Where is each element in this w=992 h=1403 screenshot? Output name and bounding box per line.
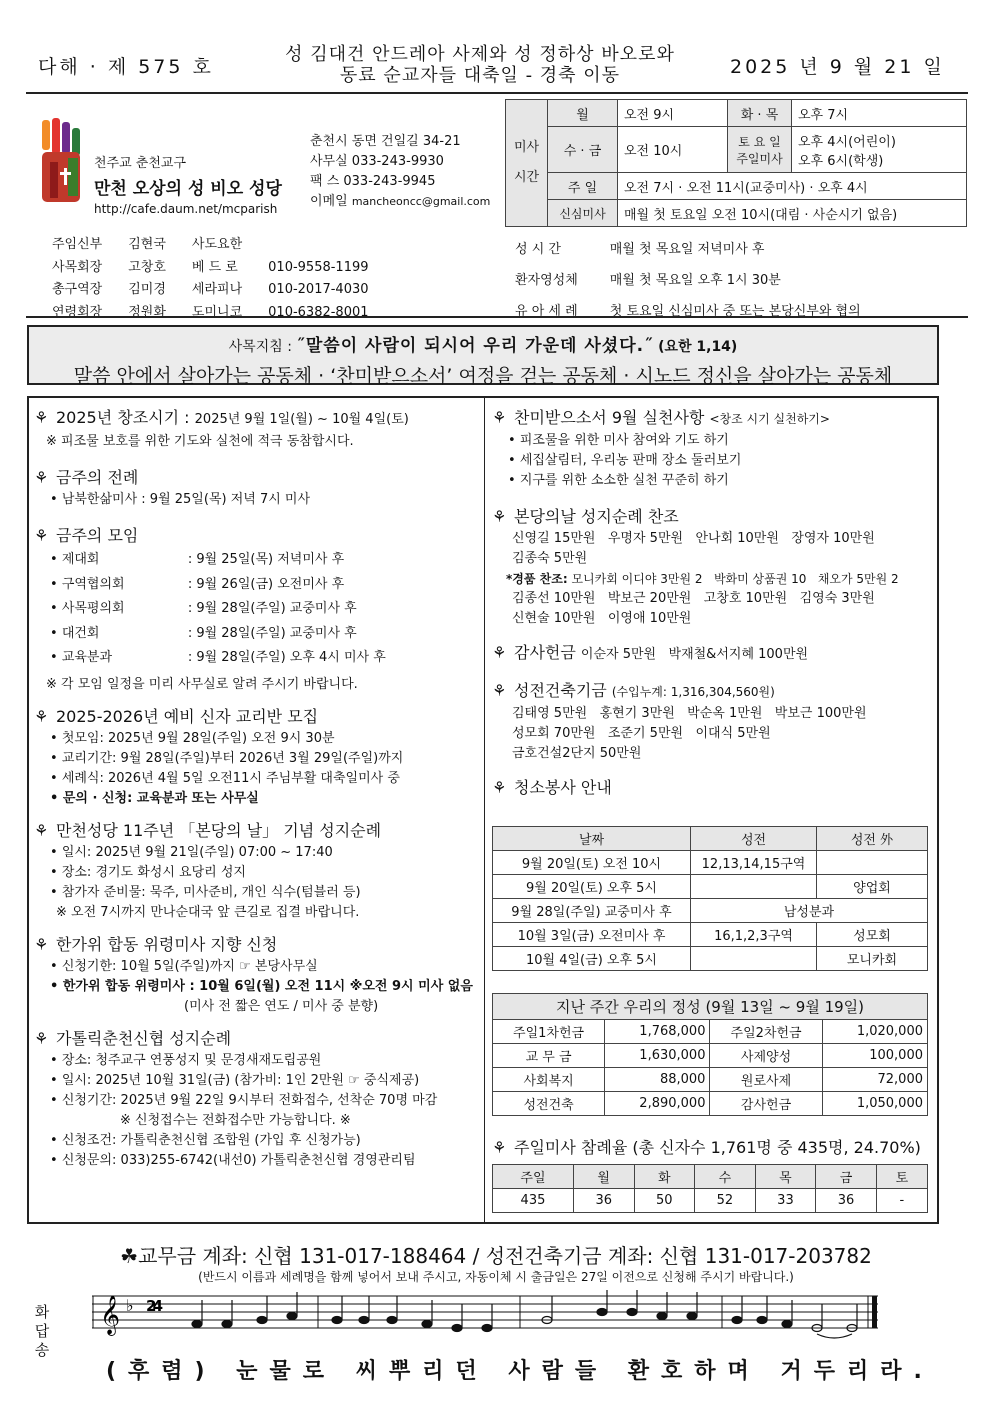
list-item: • 세집살림터, 우리농 판매 장소 둘러보기 <box>508 453 742 468</box>
list-item: • 일시: 2025년 10월 31일(금) (참가비: 1인 2만원 ☞ 중식제공) <box>50 1072 420 1088</box>
mass-times-table: 미사 시간 월 오전 9시 화 · 목 오후 7시 수 · 금 오전 10시 토 요 일 주일미사 오후 4시(어린이) 오후 6시(학생) 주 일 오전 7시 · 오전 11시(교중미사) · 오후 4시 신심미사 매월 첫 토요일 오전 10시(대림 · 사순시기 없음) <box>505 99 967 227</box>
svg-text:♭: ♭ <box>126 1296 134 1315</box>
attendance-table: 주일 월 화 수 목 금 토 435 36 50 52 33 36 - <box>492 1164 928 1213</box>
header-rule <box>26 92 968 94</box>
psalm-lyrics: (후렴) 눈물로 씨뿌리던 사람들 환호하며 거두리라. <box>106 1359 934 1384</box>
account-info: ☘교무금 계좌: 신협 131-017-188464 / 성전건축기금 계좌: 신협 131-017-203782 <box>120 1244 872 1268</box>
time-signature: 2 4 <box>146 1297 164 1315</box>
list-item: • 장소: 청주교구 연풍성지 및 문경새재도립공원 <box>50 1052 322 1068</box>
pastoral-motto: 사목지침 : ˝말씀이 사람이 되시어 우리 가운데 사셨다.˝ (요한 1,14) 말씀 안에서 살아가는 공동체 · ‘찬미받으소서’ 여정을 걷는 공동체 · 시노드 정신을 살아가는 공동체 <box>27 325 939 385</box>
catechism-heading: ⚘ 2025-2026년 예비 신자 교리반 모집 <box>34 706 319 726</box>
staff-list: 주임신부 김현국 사도요한 사목회장 고창호 베 드 로 010-9558-1199 총구역장 김미경 세라피나 010-2017-4030 연령회장 정원화 도미니코 010-6382-8001 <box>52 237 369 320</box>
pilgrimage-heading: ⚘ 만천성당 11주년 「본당의 날」 기념 성지순례 <box>34 820 382 840</box>
list-item: • 사목평의회 : 9월 28일(주일) 교중미사 후 <box>50 601 357 616</box>
mass-label: 미사 시간 <box>506 100 548 227</box>
parish-logo-icon <box>40 118 84 208</box>
table-row: 성전건축 2,890,000 감사헌금 1,050,000 <box>493 1092 928 1116</box>
table-row: 435 36 50 52 33 36 - <box>493 1189 928 1213</box>
table-row: 주일1차헌금 1,768,000 주일2차헌금 1,020,000 <box>493 1020 928 1044</box>
building-fund-heading: ⚘ 성전건축기금 (수입누계: 1,316,304,560원) <box>492 681 775 700</box>
psalm-label: 화답송 <box>34 1303 50 1359</box>
thanks-offering-heading: ⚘ 감사헌금 이순자 5만원 박재철&서지혜 100만원 <box>492 643 809 662</box>
list-item: • 신청기한: 10월 5일(주일)까지 ☞ 본당사무실 <box>50 958 318 974</box>
list-item: • 한가위 합동 위령미사 : 10월 6일(월) 오전 11시 ※오전 9시 미사 없음 <box>50 978 473 994</box>
table-row: 10월 4일(금) 오후 5시 모니카회 <box>493 947 928 971</box>
list-item: • 구역협의회 : 9월 26일(금) 오전미사 후 <box>50 576 345 592</box>
table-row: 10월 3일(금) 오전미사 후 16,1,2,3구역 성모회 <box>493 923 928 947</box>
email-link[interactable]: mancheoncc@gmail.com <box>351 195 491 208</box>
list-item: • 일시: 2025년 9월 21일(주일) 07:00 ~ 17:40 <box>50 844 333 860</box>
music-staff <box>92 1290 884 1346</box>
offering-table: 지난 주간 우리의 정성 (9월 13일 ~ 9월 19일) 주일1차헌금 1,768,000 주일2차헌금 1,020,000 교 무 금 1,630,000 사제양성 100,000 사회복지 88,000 원로사제 72,000 성전건축 2,890,000 감사헌금 1,050,000 <box>492 993 928 1116</box>
credit-union-heading: ⚘ 가톨릭춘천신협 성지순례 <box>34 1028 232 1048</box>
left-column: ⚘ 2025년 창조시기 : 2025년 9월 1일(월) ~ 10월 4일(토) ※ 피조물 보호를 위한 기도와 실천에 적극 동참합시다. ⚘ 금주의 전례 • 남북한삶미사 : 9월 25일(목) 저녁 7시 미사 ⚘ 금주의 모임 • 제대회 : 9월 25일(목) 저녁미사 후 • 구역협의회 : 9월 26일(금) 오전미사 후 • 사목평의회 : 9월 28일(주일) 교중미사 후 • 대건회 : 9월 28일(주일) 교중미사 후 • 교육분과 : 9월 28일(주일) 오후 4시 미사 후 ※ 각 모임 일정을 미리 사무실로 알려 주시기 바랍니다. ⚘ 2025-2026년 예비 신자 교리반 모집 • 첫모임: 2025년 9월 28일(주일) 오전 9시 30분 • 교리기간: 9월 28일(주일)부터 2026년 3월 29일(주일)까지 • 세례식: 2026년 4월 5일 오전11시 주님부활 대축일미사 중 • 문의 · 신청: 교육분과 또는 사무실 ⚘ 만천성당 11주년 「본당의 날」 기념 성지순례 • 일시: 2025년 9월 21일(주일) 07:00 ~ 17:40 • 장소: 경기도 화성시 요당리 성지 • 참가자 준비물: 묵주, 미사준비, 개인 식수(텀블러 등) ※ 오전 7시까지 만나순대국 앞 큰길로 집결 바랍니다. ⚘ 한가위 합동 위령미사 지향 신청 • 신청기한: 10월 5일(주일)까지 ☞ 본당사무실 • 한가위 합동 위령미사 : 10월 6일(월) 오전 11시 ※오전 9시 미사 없음 (미사 전 짧은 연도 / 미사 중 분향) ⚘ 가톨릭춘천신협 성지순례 • 장소: 청주교구 연풍성지 및 문경새재도립공원 • 일시: 2025년 10월 31일(금) (참가비: 1인 2만원 ☞ 중식제공) • 신청기간: 2025년 9월 22일 9시부터 전화접수, 선착순 70명 마감 ※ 신청접수는 전화접수만 가능합니다. ※ • 신청조건: 가톨릭춘천신협 조합원 (가입 후 신청가능) • 신청문의: 033)255-6742(내선0) 가톨릭춘천신협 경영관리팀 <box>34 400 479 1171</box>
issue-date: 2025 년 9 월 21 일 <box>730 56 945 78</box>
list-item: • 세례식: 2026년 4월 5일 오전11시 주님부활 대축일미사 중 <box>50 770 400 786</box>
table-row: 9월 20일(토) 오전 10시 12,13,14,15구역 <box>493 851 928 875</box>
list-item: • 교육분과 : 9월 28일(주일) 오후 4시 미사 후 <box>50 650 386 665</box>
parish-url-link[interactable]: http://cafe.daum.net/mcparish <box>94 202 278 216</box>
account-note: (반드시 이름과 세례명을 함께 넣어서 보내 주시고, 자동이체 시 출금일은 27일 이전으로 신청해 주시기 바랍니다.) <box>198 1270 794 1284</box>
table-row: 사회복지 88,000 원로사제 72,000 <box>493 1068 928 1092</box>
table-row: 9월 28일(주일) 교중미사 후 남성분과 <box>493 899 928 923</box>
issue-number: 다해 · 제 575 호 <box>38 56 214 78</box>
list-item: • 신청기간: 2025년 9월 22일 9시부터 전화접수, 선착순 70명 마감 <box>50 1092 438 1108</box>
list-item: • 대건회 : 9월 28일(주일) 교중미사 후 <box>50 625 357 641</box>
liturgy-heading: ⚘ 금주의 전례 <box>34 468 139 487</box>
services-list: 성 시 간 매월 첫 목요일 저녁미사 후 환자영성체 매월 첫 목요일 오후 1시 30분 유 아 세 례 첫 토요일 신심미사 중 또는 본당신부와 협의 <box>515 242 861 319</box>
cleaning-heading: ⚘ 청소봉사 안내 <box>492 778 612 797</box>
list-item: • 신청문의: 033)255-6742(내선0) 가톨릭춘천신협 경영관리팀 <box>50 1152 416 1168</box>
meetings-heading: ⚘ 금주의 모임 <box>34 526 139 545</box>
list-item: • 제대회 : 9월 25일(목) 저녁미사 후 <box>50 552 345 567</box>
laudato-heading: ⚘ 찬미받으소서 9월 실천사항 <창조 시기 실천하기> <box>492 408 830 427</box>
notes <box>192 1290 857 1338</box>
parish-name-block: 천주교 춘천교구 만천 오상의 성 비오 성당 http://cafe.daum.net/mcparish <box>94 156 282 216</box>
section-rule <box>26 316 968 318</box>
list-item: • 피조물을 위한 미사 참여와 기도 하기 <box>508 433 729 448</box>
right-column: ⚘ 찬미받으소서 9월 실천사항 <창조 시기 실천하기> • 피조물을 위한 미사 참여와 기도 하기 • 세집살림터, 우리농 판매 장소 둘러보기 • 지구를 위한 소소한 실천 꾸준히 하기 ⚘ 본당의날 성지순례 찬조 신영길 15만원 우명자 5만원 안나회 10만원 장영자 10만원 김종숙 5만원 *경품 찬조: 모니카회 이디야 3만원 2 박화미 상품권 10 채오가 5만원 2 김종선 10만원 박보근 20만원 고창호 10만원 김영숙 3만원 신현술 10만원 이영애 10만원 ⚘ 감사헌금 이순자 5만원 박재철&서지혜 100만원 ⚘ 성전건축기금 (수입누계: 1,316,304,560원) 김태영 5만원 홍현기 3만원 박순옥 1만원 박보근 100만원 성모회 70만원 조준기 5만원 이대식 5만원 금호건설2단지 50만원 ⚘ 청소봉사 안내 <box>492 400 932 800</box>
table-row: 교 무 금 1,630,000 사제양성 100,000 <box>493 1044 928 1068</box>
donation-heading: ⚘ 본당의날 성지순례 찬조 <box>492 507 679 526</box>
parish-contact: 춘천시 동면 건일길 34-21 사무실 033-243-9930 팩 스 033-243-9945 이메일 mancheoncc@gmail.com <box>310 134 491 209</box>
list-item: • 문의 · 신청: 교육분과 또는 사무실 <box>50 790 259 806</box>
list-item: • 장소: 경기도 화성시 요당리 성지 <box>50 864 246 880</box>
treble-clef-icon: 𝄞 <box>100 1295 121 1335</box>
list-item: • 교리기간: 9월 28일(주일)부터 2026년 3월 29일(주일)까지 <box>50 750 404 766</box>
creation-season-heading: ⚘ 2025년 창조시기 : 2025년 9월 1일(월) ~ 10월 4일(토) <box>34 408 409 427</box>
list-item: • 지구를 위한 소소한 실천 꾸준히 하기 <box>508 473 729 488</box>
list-item: • 남북한삶미사 : 9월 25일(목) 저녁 7시 미사 <box>50 492 311 507</box>
list-item: • 첫모임: 2025년 9월 28일(주일) 오전 9시 30분 <box>50 730 335 746</box>
table-row: 9월 20일(토) 오후 5시 양업회 <box>493 875 928 899</box>
attendance-heading: ⚘ 주일미사 참례율 (총 신자수 1,761명 중 435명, 24.70%) <box>492 1138 921 1157</box>
list-item: • 신청조건: 가톨릭춘천신협 조합원 (가입 후 신청가능) <box>50 1132 361 1148</box>
list-item: • 참가자 준비물: 묵주, 미사준비, 개인 식수(텀블러 등) <box>50 884 361 900</box>
column-divider <box>484 396 485 1224</box>
chuseok-heading: ⚘ 한가위 합동 위령미사 지향 신청 <box>34 934 278 954</box>
cleaning-table: 날짜 성전 성전 外 9월 20일(토) 오전 10시 12,13,14,15구역 9월 20일(토) 오후 5시 양업회 9월 28일(주일) 교중미사 후 남성분과 10월 3일(금) 오전미사 후 16,1,2,3구역 성모회 10월 4일(금) 오후 5시 모니카회 <box>492 826 928 971</box>
feast-title: 성 김대건 안드레아 사제와 성 정하상 바오로와 동료 순교자들 대축일 - 경축 이동 <box>285 44 675 86</box>
